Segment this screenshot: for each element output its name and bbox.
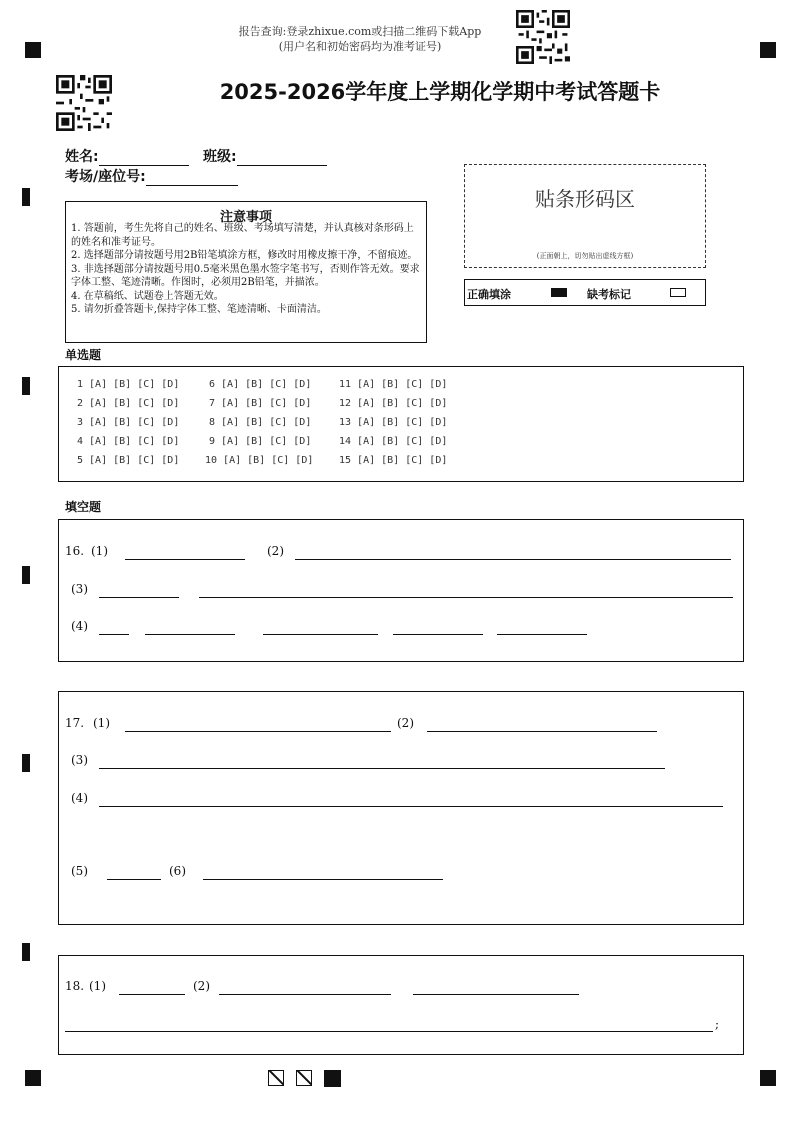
mcq-item[interactable]: 14 [A] [B] [C] [D] [339, 436, 448, 447]
q18-part1-label: (1) [89, 979, 106, 993]
notice-list [71, 222, 420, 317]
q18-end-punctuation: ; [715, 1017, 720, 1031]
timing-mark [22, 754, 30, 772]
page-title: 2025-2026学年度上学期化学期中考试答题卡 [219, 80, 661, 104]
name-label: 姓名: [65, 149, 99, 165]
mcq-item[interactable]: 9 [A] [B] [C] [D] [209, 436, 312, 447]
q16-part3-label: (3) [71, 582, 88, 596]
q17-part1-answer-line[interactable] [125, 731, 391, 732]
report-query-line1: 报告查询:登录zhixue.com或扫描二维码下载App [238, 25, 482, 38]
q16-part2-label: (2) [267, 544, 284, 558]
mcq-item[interactable]: 1 [A] [B] [C] [D] [77, 379, 180, 390]
fill-legend [464, 279, 706, 306]
mcq-item[interactable]: 12 [A] [B] [C] [D] [339, 398, 448, 409]
page-code-mark-icon [268, 1070, 284, 1086]
q17-part6-answer-line[interactable] [203, 879, 443, 880]
q17-part2-label: (2) [397, 716, 414, 730]
registration-mark-top-left [25, 42, 41, 58]
page-code-filled-mark [324, 1070, 341, 1087]
q16-part3-answer-line[interactable] [99, 597, 179, 598]
q17-part2-answer-line[interactable] [427, 731, 657, 732]
registration-mark-bottom-right [760, 1070, 776, 1086]
q17-number: 17. [65, 716, 85, 730]
notice-item: 5. 请勿折叠答题卡,保持字体工整、笔迹清晰、卡面清洁。 [71, 304, 327, 315]
q17-part5-label: (5) [71, 864, 88, 878]
question-18-box [58, 955, 744, 1055]
timing-mark [22, 377, 30, 395]
q17-part5-answer-line[interactable] [107, 879, 161, 880]
report-query-note [210, 24, 510, 54]
mcq-item[interactable]: 13 [A] [B] [C] [D] [339, 417, 448, 428]
barcode-hint: (正面朝上，切勿贴出虚线方框) [536, 252, 634, 260]
mcq-item[interactable]: 6 [A] [B] [C] [D] [209, 379, 312, 390]
q16-part4-answer-line[interactable] [145, 634, 235, 635]
seat-field[interactable] [65, 166, 238, 186]
mcq-item[interactable]: 2 [A] [B] [C] [D] [77, 398, 180, 409]
absent-mark-label: 缺考标记 [587, 288, 631, 301]
mcq-item[interactable]: 8 [A] [B] [C] [D] [209, 417, 312, 428]
correct-fill-label: 正确填涂 [467, 288, 511, 301]
q16-part1-answer-line[interactable] [125, 559, 245, 560]
notice-title: 注意事项 [219, 210, 272, 225]
mcq-item[interactable]: 15 [A] [B] [C] [D] [339, 455, 448, 466]
qr-code-icon [516, 10, 570, 64]
timing-mark [22, 566, 30, 584]
name-field[interactable] [65, 146, 189, 166]
mcq-item[interactable]: 3 [A] [B] [C] [D] [77, 417, 180, 428]
mcq-section-label: 单选题 [65, 348, 102, 362]
mcq-item[interactable]: 5 [A] [B] [C] [D] [77, 455, 180, 466]
q16-part4-answer-line[interactable] [263, 634, 378, 635]
q16-number: 16. [65, 544, 85, 558]
barcode-area [464, 164, 706, 268]
q17-part3-label: (3) [71, 753, 88, 767]
q16-part1-label: (1) [91, 544, 108, 558]
q16-part4-answer-line[interactable] [99, 634, 129, 635]
q16-part4-answer-line[interactable] [393, 634, 483, 635]
class-label: 班级: [203, 149, 237, 165]
absent-mark-checkbox[interactable] [670, 288, 686, 297]
q16-part2-answer-line[interactable] [295, 559, 731, 560]
timing-mark [22, 188, 30, 206]
notice-item: 1. 答题前，考生先将自己的姓名、班级、考场填写清楚，并认真核对条形码上的姓名和准考证号。 [71, 223, 414, 248]
correct-fill-sample [551, 288, 567, 297]
question-16-box [58, 519, 744, 662]
q18-number: 18. [65, 979, 85, 993]
q18-continuation-answer-line[interactable] [65, 1031, 713, 1032]
fill-blank-section-label: 填空题 [65, 500, 102, 514]
q18-part2-label: (2) [193, 979, 210, 993]
qr-code-icon [56, 75, 112, 131]
registration-mark-top-right [760, 42, 776, 58]
mcq-item[interactable]: 7 [A] [B] [C] [D] [209, 398, 312, 409]
report-query-line2: (用户名和初始密码均为准考证号) [278, 40, 442, 53]
q17-part4-answer-line[interactable] [99, 806, 723, 807]
seat-label: 考场/座位号: [65, 169, 146, 185]
q18-part2-answer-line[interactable] [219, 994, 391, 995]
timing-mark [22, 943, 30, 961]
q18-part1-answer-line[interactable] [119, 994, 185, 995]
q17-part6-label: (6) [169, 864, 186, 878]
q16-part3-answer-line[interactable] [199, 597, 733, 598]
registration-mark-bottom-left [25, 1070, 41, 1086]
notice-item: 4. 在草稿纸、试题卷上答题无效。 [71, 290, 224, 302]
q17-part4-label: (4) [71, 791, 88, 805]
class-input-line[interactable] [237, 151, 327, 166]
question-17-box [58, 691, 744, 925]
q16-part4-label: (4) [71, 619, 88, 633]
page-code-mark-icon [296, 1070, 312, 1086]
notice-item: 3. 非选择题部分请按题号用0.5毫米黑色墨水签字笔书写，否则作答无效。要求字体工整、笔迹清晰。作图时，必须用2B铅笔，并描浓。 [71, 263, 420, 288]
q18-part2-answer-line[interactable] [413, 994, 579, 995]
notice-box [65, 201, 427, 343]
class-field[interactable] [203, 146, 327, 166]
q16-part4-answer-line[interactable] [497, 634, 587, 635]
mcq-box [58, 366, 744, 482]
notice-item: 2. 选择题部分请按题号用2B铅笔填涂方框，修改时用橡皮擦干净，不留痕迹。 [71, 250, 418, 261]
mcq-item[interactable]: 4 [A] [B] [C] [D] [77, 436, 180, 447]
mcq-item[interactable]: 10 [A] [B] [C] [D] [205, 455, 314, 466]
q17-part1-label: (1) [93, 716, 110, 730]
name-input-line[interactable] [99, 151, 189, 166]
seat-input-line[interactable] [146, 171, 238, 186]
barcode-title: 贴条形码区 [535, 187, 635, 211]
q17-part3-answer-line[interactable] [99, 768, 665, 769]
mcq-item[interactable]: 11 [A] [B] [C] [D] [339, 379, 448, 390]
